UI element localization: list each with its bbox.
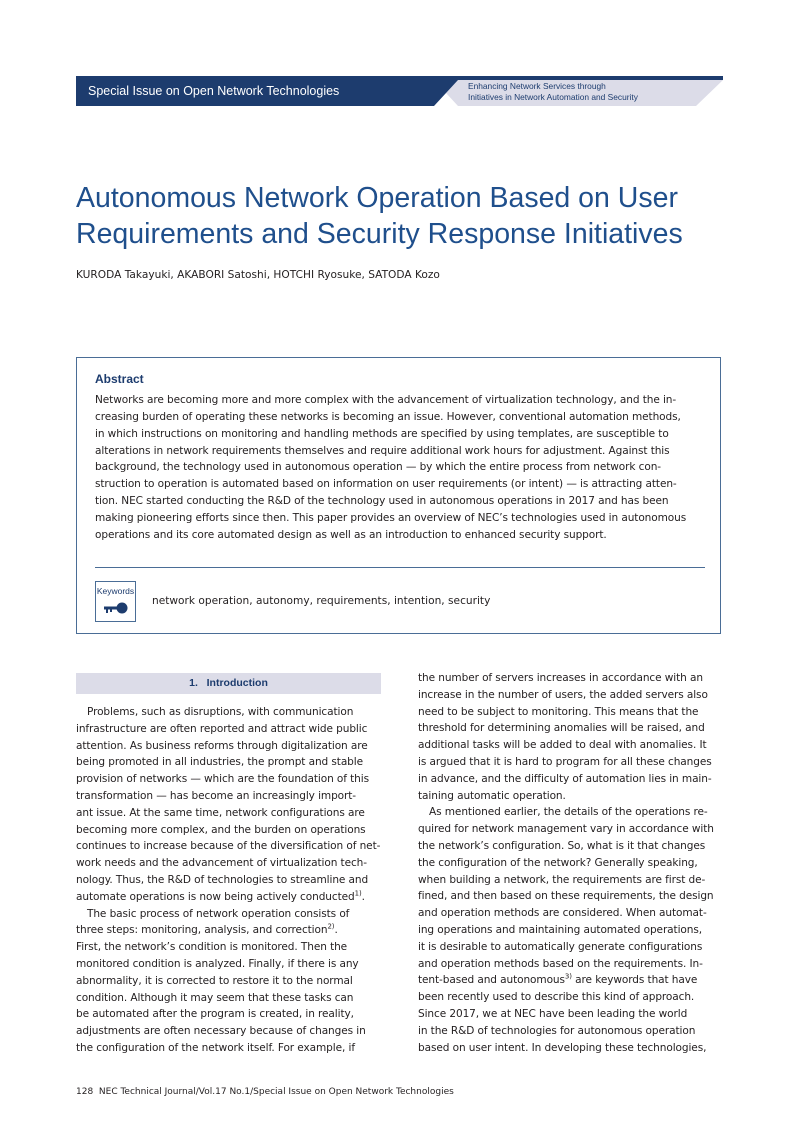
body-line: monitored condition is analyzed. Finally, if there is any	[76, 957, 359, 970]
body-line: attention. As business reforms through digitalization are	[76, 739, 368, 752]
body-line: taining automatic operation.	[418, 789, 566, 802]
body-line: ing operations and maintaining automated operations,	[418, 923, 703, 936]
body-line: As mentioned earlier, the details of the operations re-	[429, 806, 708, 819]
section-heading: 1. Introduction	[76, 673, 381, 694]
body-line: The basic process of network operation consists of	[87, 907, 350, 920]
body-line: transformation — has become an increasingly import-	[76, 789, 356, 802]
title-line: Autonomous Network Operation Based on User	[76, 182, 678, 214]
abstract-line: struction to operation is automated based on information on user requirements (or intent) — is attracting atten-	[95, 478, 677, 491]
keywords-list: network operation, autonomy, requirements, intention, security	[152, 595, 491, 607]
abstract-line: creasing burden of operating these networks is becoming an issue. However, conventional automation methods,	[95, 410, 681, 423]
body-line: abnormality, it is corrected to restore it to the normal	[76, 974, 353, 987]
body-line: and operation methods are considered. When automat-	[418, 907, 707, 920]
body-text: .	[334, 924, 338, 937]
body-line: nology. Thus, the R&D of technologies to streamline and	[76, 873, 369, 886]
body-line: continues to increase because of the diversification of net-	[76, 840, 381, 853]
abstract-line: background, the technology used in autonomous operation — by which the entire process from network con-	[95, 461, 661, 474]
abstract-line: Networks are becoming more and more complex with the advancement of virtualization technology, and the in-	[95, 394, 677, 406]
body-line: work needs and the advancement of virtualization tech-	[76, 857, 367, 870]
abstract-divider	[95, 567, 705, 568]
abstract-line: alterations in network requirements themselves and require additional work hours for adjustment. Against this	[95, 444, 670, 457]
body-line: being promoted in all industries, the prompt and stable	[76, 756, 363, 769]
body-line	[418, 972, 723, 989]
body-line: increase in the number of users, the added servers also	[418, 688, 708, 701]
body-line: condition. Although it may seem that these tasks can	[76, 991, 354, 1004]
body-line: the configuration of the network? Generally speaking,	[418, 856, 698, 869]
body-line: Problems, such as disruptions, with communication	[87, 706, 354, 718]
body-column-left	[76, 704, 381, 1057]
body-line: becoming more complex, and the burden on operations	[76, 823, 366, 836]
body-line: been recently used to describe this kind of approach.	[418, 991, 695, 1004]
keywords-label: Keywords	[96, 586, 135, 596]
body-line: adjustments are often necessary because of changes in	[76, 1025, 366, 1038]
body-line: based on user intent. In developing these technologies,	[418, 1041, 707, 1054]
page-footer: 128 NEC Technical Journal∕Vol.17 No.1∕Special Issue on Open Network Technologies	[76, 1087, 454, 1097]
body-line: quired for network management vary in accordance with	[418, 823, 714, 836]
reference-marker: 1)	[354, 889, 362, 898]
abstract-line: tion. NEC started conducting the R&D of the technology used in autonomous operations in 2017 and has been	[95, 495, 669, 508]
body-line: is argued that it is hard to program for all these changes	[418, 755, 712, 768]
body-line: be automated after the program is created, in reality,	[76, 1008, 354, 1021]
body-line: need to be subject to monitoring. This means that the	[418, 705, 699, 718]
issue-subtitle-line: Initiatives in Network Automation and Security	[468, 91, 638, 102]
body-line: provision of networks — which are the foundation of this	[76, 773, 369, 786]
issue-header-band	[76, 76, 723, 106]
title-line: Requirements and Security Response Initiatives	[76, 218, 683, 250]
abstract-line: operations and its core automated design as well as an introduction to enhanced security support.	[95, 528, 607, 541]
issue-label: Special Issue on Open Network Technologies	[88, 84, 340, 98]
body-line: threshold for determining anomalies will be raised, and	[418, 722, 705, 735]
reference-marker: 3)	[564, 972, 572, 981]
body-line: and operation methods based on the requirements. In-	[418, 957, 703, 970]
body-text: are	[571, 974, 592, 987]
abstract-box	[76, 357, 721, 634]
issue-subtitle	[468, 81, 638, 102]
body-line: Since 2017, we at NEC have been leading the world	[418, 1007, 688, 1020]
body-line: the configuration of the network itself. For example, if	[76, 1041, 355, 1054]
body-line: additional tasks will be added to deal with anomalies. It	[418, 739, 707, 752]
body-line: in the R&D of technologies for autonomous operation	[418, 1024, 696, 1037]
reference-marker: 2)	[327, 922, 335, 931]
article-title	[76, 180, 736, 252]
key-icon	[102, 601, 130, 615]
body-line: the number of servers increases in accordance with an	[418, 672, 703, 684]
abstract-line: in which instructions on monitoring and handling methods are specified by using templates, are susceptible to	[95, 427, 669, 440]
body-line: First, the network’s condition is monitored. Then the	[76, 941, 348, 954]
keywords-badge	[95, 581, 136, 622]
body-column-right	[418, 670, 723, 1056]
body-line	[76, 922, 381, 939]
body-line: fined, and then based on these requirements, the design	[418, 890, 714, 903]
body-line: it is desirable to automatically generate configurations	[418, 940, 703, 953]
body-line: when building a network, the requirements are first de-	[418, 873, 706, 886]
abstract-heading: Abstract	[95, 372, 144, 386]
body-line: ant issue. At the same time, network configurations are	[76, 806, 365, 819]
abstract-text	[95, 392, 705, 544]
abstract-line: making pioneering efforts since then. This paper provides an overview of NEC’s technologies used in autonomous	[95, 511, 687, 524]
body-text: keywords that have	[595, 974, 698, 987]
body-text: automate operations is now being actively conducted	[76, 890, 355, 903]
body-line: infrastructure are often reported and attract wide public	[76, 722, 368, 735]
body-line: in advance, and the difficulty of automation lies in main-	[418, 772, 712, 785]
issue-subtitle-line: Enhancing Network Services through	[468, 81, 606, 91]
author-list: KURODA Takayuki, AKABORI Satoshi, HOTCHI Ryosuke, SATODA Kozo	[76, 269, 440, 281]
body-line: the network’s configuration. So, what is it that changes	[418, 839, 706, 852]
body-line: automate operations is now being actively conducted$^{1)}$.	[76, 889, 365, 903]
body-text: tent-based and autonomous	[418, 974, 565, 987]
body-text: three steps: monitoring, analysis, and correction	[76, 924, 328, 937]
